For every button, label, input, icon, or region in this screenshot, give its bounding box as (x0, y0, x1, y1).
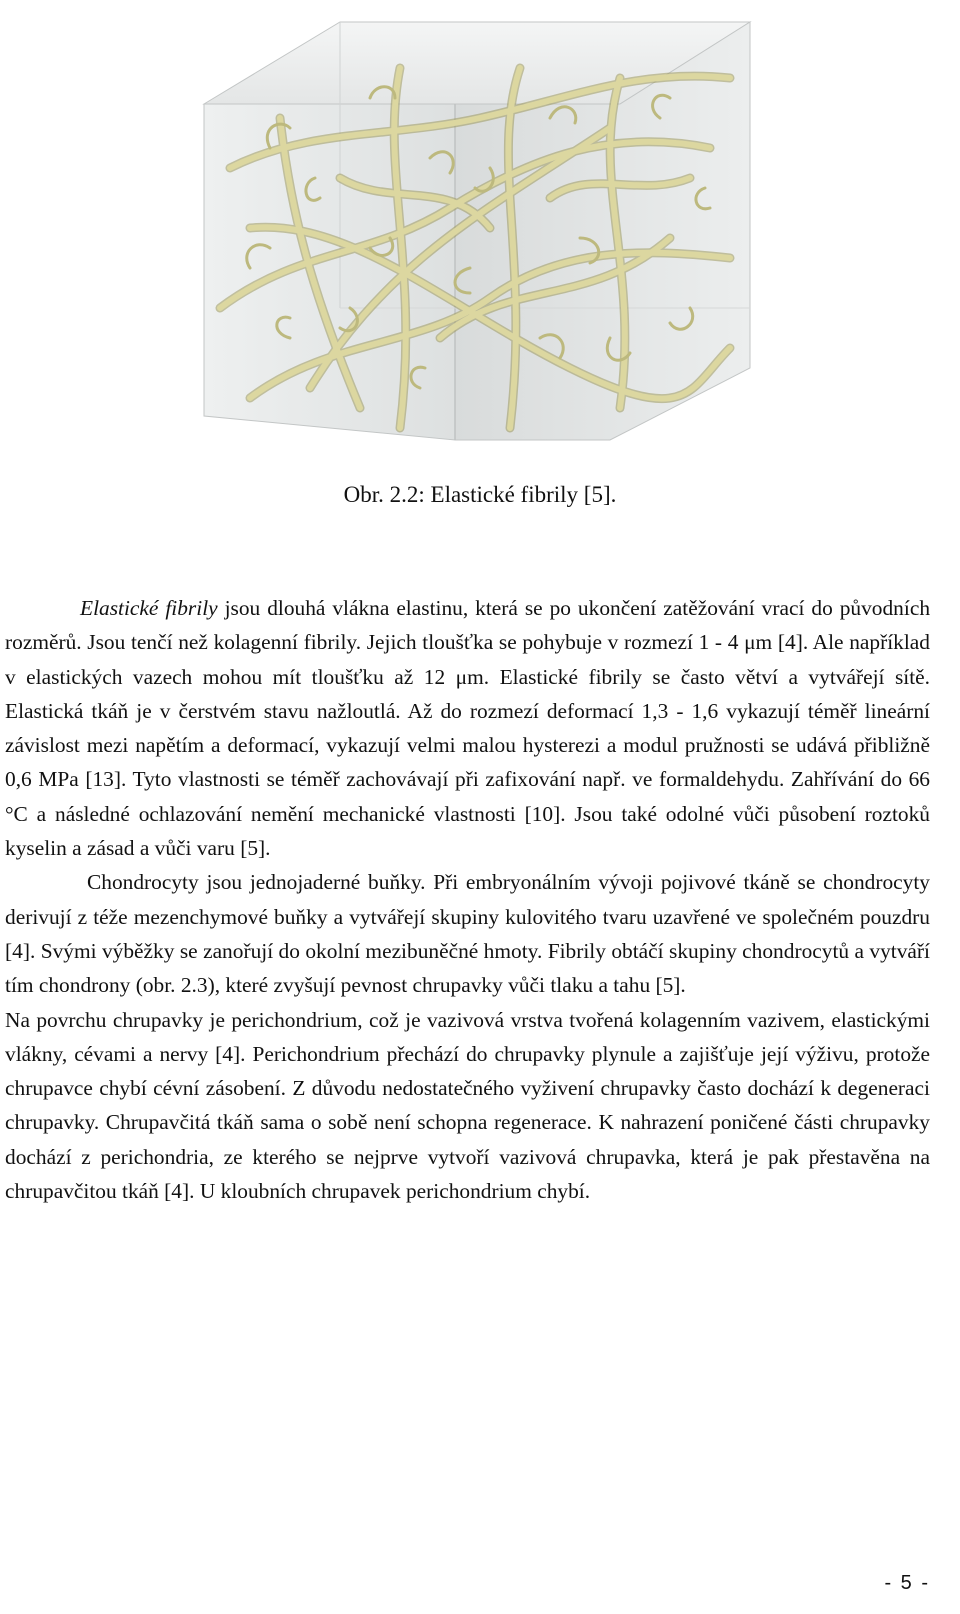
term-elastic-fibrils: Elastické fibrily (80, 596, 218, 620)
paragraph-chondrocytes: Chondrocyty jsou jednojaderné buňky. Při embryonálním vývoji pojivové tkáně se chondrocyty derivují z téže mezenchymové buňky a vytvářejí skupiny kulovitého tvaru uzavřené ve společném pouzdru [4]. Svými výběžky se zanořují do okolní mezibuněčné hmoty. Fibrily obtáčí skupiny chondrocytů a vytváří tím chondrony (obr. 2.3), které zvyšují pevnost chrupavky vůči tlaku a tahu [5]. (5, 870, 930, 998)
figure-caption: Obr. 2.2: Elastické fibrily [5]. (343, 482, 617, 507)
figure-elastic-fibrils (190, 8, 760, 448)
page-number: - 5 - (884, 1572, 930, 1594)
paragraph-elastic-fibrils (5, 591, 930, 865)
elastic-fibril-network-icon (190, 8, 760, 448)
paragraph-text: jsou dlouhá vlákna elastinu, která se po ukončení zatěžování vrací do původních rozměrů. Jsou tenčí než kolagenní fibrily. Jejich tloušťka se pohybuje v rozmezí 1 - 4 μm [4]. Ale například v elastických vazech mohou mít tloušťku až 12 μm. Elastické fibrily se často větví a vytvářejí sítě. Elastická tkáň je v čerstvém stavu nažloutlá. Až do rozmezí deformací 1,3 - 1,6 vykazují téměř lineární závislost mezi napětím a deformací, vykazují velmi malou hysterezi a modul pružnosti se udává přibližně 0,6 MPa [13]. Tyto vlastnosti se téměř zachovávají při zafixování např. ve formaldehydu. Zahřívání do 66 °C a následné ochlazování nemění mechanické vlastnosti [10]. Jsou také odolné vůči působení roztoků kyselin a zásad a vůči varu [5]. (5, 596, 931, 861)
body-text (5, 591, 930, 1208)
paragraph-perichondrium: Na povrchu chrupavky je perichondrium, což je vazivová vrstva tvořená kolagenním vazivem, elastickými vlákny, cévami a nervy [4]. Perichondrium přechází do chrupavky plynule a zajišťuje její výživu, protože chrupavce chybí cévní zásobení. Z důvodu nedostatečného vyživení chrupavky často dochází k degeneraci chrupavky. Chrupavčitá tkáň sama o sobě není schopna regenerace. K nahrazení poničené části chrupavky dochází z perichondria, ze kterého se nejprve vytvoří vazivová chrupavka, která je pak přestavěna na chrupavčitou tkáň [4]. U kloubních chrupavek perichondrium chybí. (5, 1007, 930, 1204)
